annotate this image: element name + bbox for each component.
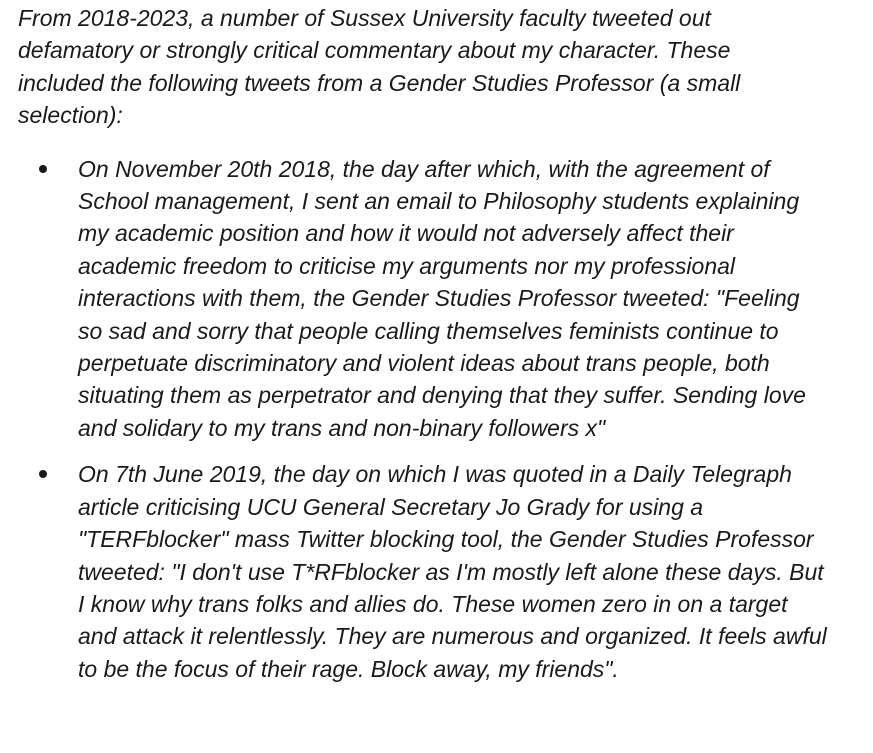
document-body — [18, 2, 848, 699]
list-item — [18, 153, 848, 445]
bullet-icon — [39, 470, 47, 478]
intro-paragraph: From 2018-2023, a number of Sussex University faculty tweeted out defamatory or strongly critical commentary about my character. These included the following tweets from a Gender Studies Professor (a small selection): — [18, 5, 741, 129]
list-item-text: On 7th June 2019, the day on which I was quoted in a Daily Telegraph article criticising UCU General Secretary Jo Grady for using a "TERFblocker" mass Twitter blocking tool, the Gender Studies Professor tweeted: "I don't use T*RFblocker as I'm mostly left alone these days. But I know why trans folks and allies do. These women zero in on a target and attack it relentlessly. They are numerous and organized. It feels awful to be the focus of their rage. Block away, my friends". — [78, 461, 827, 682]
list-item-text: On November 20th 2018, the day after which, with the agreement of School management, I sent an email to Philosophy students explaining my academic position and how it would not adversely affect their academic freedom to criticise my arguments nor my professional interactions with them, the Gender Studies Professor tweeted: "Feeling so sad and sorry that people calling themselves feminists continue to perpetuate discriminatory and violent ideas about trans people, both situating them as perpetrator and denying that they suffer. Sending love and solidary to my trans and non-binary followers x" — [78, 155, 806, 441]
list-item — [18, 458, 848, 685]
bullet-icon — [39, 165, 47, 173]
bullet-list — [18, 153, 848, 686]
